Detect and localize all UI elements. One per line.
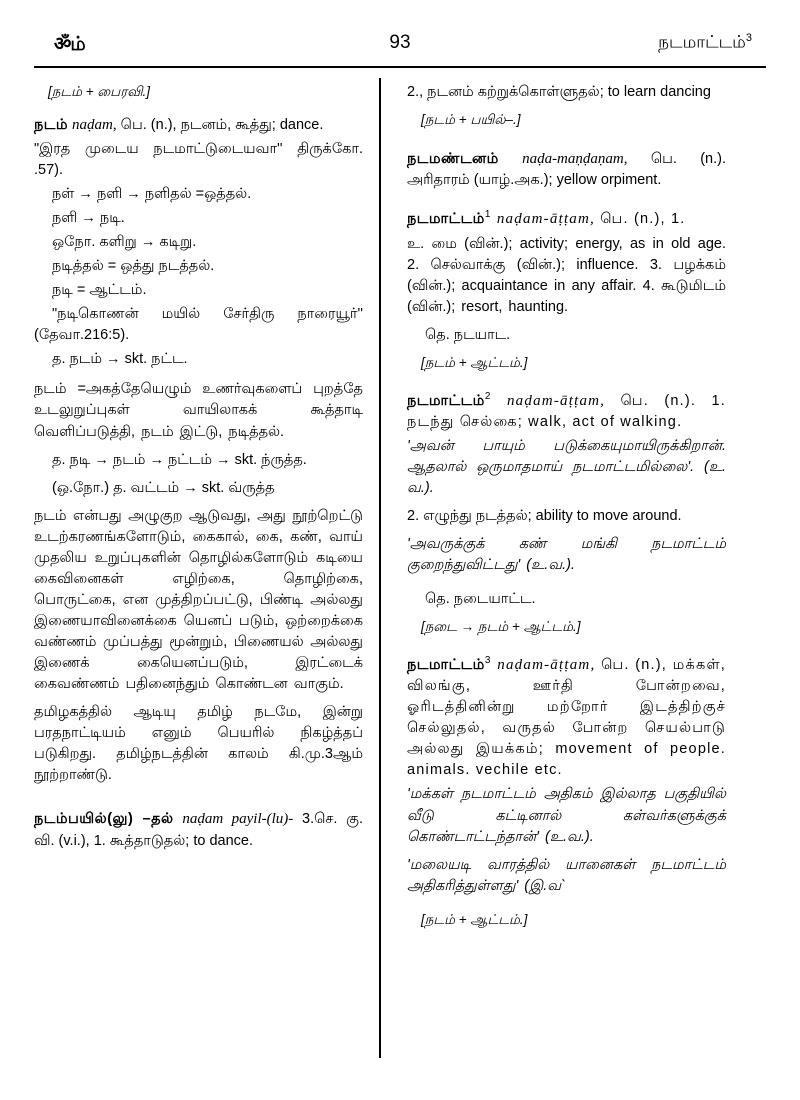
entry-nadamattam-3-bracket: [நடம் + ஆட்டம்.] (421, 911, 528, 927)
entry-nadam-line-0: நள் → நளி → நளிதல் =ஒத்தல். (52, 186, 252, 203)
entry-nadamattam-3-roman: naḍam-āṭṭam, (497, 656, 596, 673)
entry-nadamattam-3-headline (407, 654, 726, 782)
two-column-body (34, 78, 766, 1058)
entry-nadamattam-1-superscript: 1 (484, 209, 492, 221)
entry-nadampayil-grammar: 3.செ. கு. வி. (v.i.), 1. கூத்தாடுதல்; to dance. (34, 810, 363, 849)
header-right-superscript: 3 (745, 32, 752, 44)
entry-nadamattam-1-variant: தெ. நடயாட. (425, 326, 511, 343)
entry-nadamattam-3 (407, 654, 726, 929)
entry-nadamattam-2-headword: நடமாட்டம் (407, 392, 485, 409)
entry-nadam-line-2: ஒநோ. களிறு → கடிறு. (52, 234, 197, 251)
right-column (381, 78, 726, 1058)
left-column (34, 78, 379, 1058)
entry-nadamattam-2-roman: naḍam-āṭṭam, (506, 392, 606, 409)
entry-nadamattam-2-sense-2: 2. எழுந்து நடத்தல்; ability to move around. (407, 508, 682, 525)
entry-nadamattam-3-grammar: பெ. (n.), மக்கள், விலங்கு, ஊர்தி போன்றவை, ஓரிடத்தினின்று மற்றோர் இடத்திற்குச் செல்லுதல், வருதல் போன்ற செயல்பாடு அல்லது இயக்கம்; movement of people. animals. vechile etc. (407, 656, 726, 779)
entry-nadam-line-4: நடி = ஆட்டம். (52, 282, 147, 299)
lead-bracket: [நடம் + பைரவி.] (48, 84, 151, 99)
entry-nadamattam-1-roman: naḍam-āṭṭam, (496, 211, 595, 228)
entry-nadam-derivation-2: (ஒ.நோ.) த. வட்டம் → skt. வ்ருத்த (52, 479, 275, 496)
header-left-glyph: ॐம் (54, 34, 85, 55)
entry-nadamattam-3-quote-2: 'மலையடி வாரத்தில் யானைகள் நடமாட்டம் அதிகரித்துள்ளது' (இ.வ` (407, 856, 726, 894)
entry-nadam-roman: naḍam, (72, 116, 117, 133)
entry-nadamattam-2 (407, 390, 726, 637)
entry-nadamandanam-headline (407, 149, 726, 192)
entry-nadamandanam-headword: நடமண்டனம் (407, 150, 499, 167)
entry-nadamattam-1-headline (407, 208, 726, 231)
entry-nadam (34, 115, 363, 786)
entry-nadamattam-2-bracket: [நடை → நடம் + ஆட்டம்.] (421, 619, 581, 635)
entry-nadampayil-headword: நடம்பயில்(லு) –தல் (34, 810, 174, 827)
entry-nadamandanam (407, 149, 726, 192)
entry-nadamattam-1-bracket: [நடம் + ஆட்டம்.] (421, 355, 528, 370)
entry-nadampayil-roman: naḍam payil-(lu)- (182, 810, 294, 827)
entry-nadam-para-2: நடம் என்பது அழுகுற ஆடுவது, அது நூற்றெட்டு உடற்கரணங்களோடும், கைகால், கை, கண், வாய் முதலிய உறுப்புகளின் தொழில்களோடும் கடியை கைவினைகள் எழிற்கை, தொழிற்கை, பொருட்கை, என முத்திறப்பட்டு, பிண்டி அல்லது இணையாவினைக்கை யெனப் படும், ஒற்றைக்கை வண்ணம் முப்பத்து மூன்றும், பிணையல் அல்லது இணைக் கையெனப்படும், இரட்டைக் கைவண்ணம் பதினைந்தும் கொண்டன வாகும். (34, 507, 363, 692)
entry-nadam-derivation-1: த. நடி → நடம் → நட்டம் → skt. ந்ருத்த. (52, 451, 307, 468)
entry-nadam-headline (34, 115, 363, 137)
entry-nadam-line-1: நளி → நடி. (52, 210, 125, 227)
entry-nadam-citation: "இரத முடைய நடமாட்டுடையவா'' திருக்கோ. .57). (34, 141, 363, 179)
entry-nadamattam-2-variant: தெ. நடையாட்ட. (425, 591, 536, 608)
entry-nadam-line-5: "நடிகொணன் மயில் சேர்திரு நாரையூர்'' (தேவா.216:5). (34, 306, 363, 344)
bracket-nadam-payil: [நடம் + பயில்–.] (421, 112, 521, 128)
entry-nadamattam-2-quote-2: 'அவருக்குக் கண் மங்கி நடமாட்டம் குறைந்துவிட்டது' (உ.வ.). (407, 536, 726, 574)
entry-nadamandanam-roman: naḍa-maṇḍaṇam, (522, 150, 628, 167)
entry-nadamattam-3-quote-1: 'மக்கள் நடமாட்டம் அதிகம் இல்லாத பகுதியில் வீடு கட்டினால் கள்வர்களுக்குக் கொண்டாட்டந்தான்' (உ.வ.). (407, 786, 726, 845)
entry-nadampayil (34, 809, 363, 852)
entry-nadamattam-1-headword: நடமாட்டம் (407, 211, 485, 228)
entry-nadamattam-2-superscript: 2 (484, 390, 492, 402)
entry-nadamattam-2-grammar: பெ. (n.). 1. நடந்து செல்கை; walk, act of walking. (407, 392, 727, 431)
entry-nadam-grammar: பெ. (n.), நடனம், கூத்து; dance. (120, 116, 324, 133)
entry-nadampayil-headline (34, 809, 363, 852)
entry-nadamattam-2-headline (407, 390, 726, 434)
page-header (34, 28, 766, 68)
entry-nadamattam-2-quote-1: 'அவன் பாயும் படுக்கையுமாயிருக்கிறான். ஆதலால் ஒருமாதமாய் நடமாட்டமில்லை'. (உ. வ.). (407, 438, 726, 497)
sense-2-continued: 2., நடனம் கற்றுக்கொள்ளுதல்; to learn dancing (407, 84, 711, 100)
header-right-headword (658, 32, 752, 55)
entry-nadamattam-1-body: உ. மை (வின்.); activity; energy, as in old age. 2. செல்வாக்கு (வின்.); influence. 3. பழக்கம் (வின்.); acquaintance in any affair. 4. கூடுமிடம் (வின்.); resort, haunting. (407, 235, 726, 315)
entry-nadam-headword: நடம் (34, 116, 69, 133)
entry-nadamattam-3-superscript: 3 (484, 654, 492, 666)
entry-nadamattam-1 (407, 208, 726, 372)
entry-nadam-para-3: தமிழகத்தில் ஆடியு தமிழ் நடமே, இன்று பரதநாட்டியம் எனும் பெயரில் நிகழ்த்தப் படுகிறது. தமிழ்நடத்தின் காலம் கி.மு.3ஆம் நூற்றாண்டு. (34, 703, 363, 783)
page-number: 93 (389, 32, 411, 53)
entry-nadamattam-1-grammar: பெ. (n.), 1. (600, 211, 686, 228)
header-right-word: நடமாட்டம் (658, 32, 746, 52)
entry-nadam-line-6: த. நடம் → skt. நட்ட. (52, 351, 188, 368)
entry-nadamattam-3-headword: நடமாட்டம் (407, 656, 485, 673)
entry-nadam-para-1: நடம் =அகத்தேயெழும் உணர்வுகளைப் புறத்தே உடலுறுப்புகள் வாயிலாகக் கூத்தாடி வெளிப்படுத்தி, நடம் இட்டு, நடித்தல். (34, 381, 363, 440)
entry-nadam-line-3: நடித்தல் = ஒத்து நடத்தல். (52, 258, 215, 275)
entry-nadamandanam-grammar: பெ. (n.). அரிதாரம் (யாழ்.அக.); yellow orpiment. (407, 150, 727, 189)
